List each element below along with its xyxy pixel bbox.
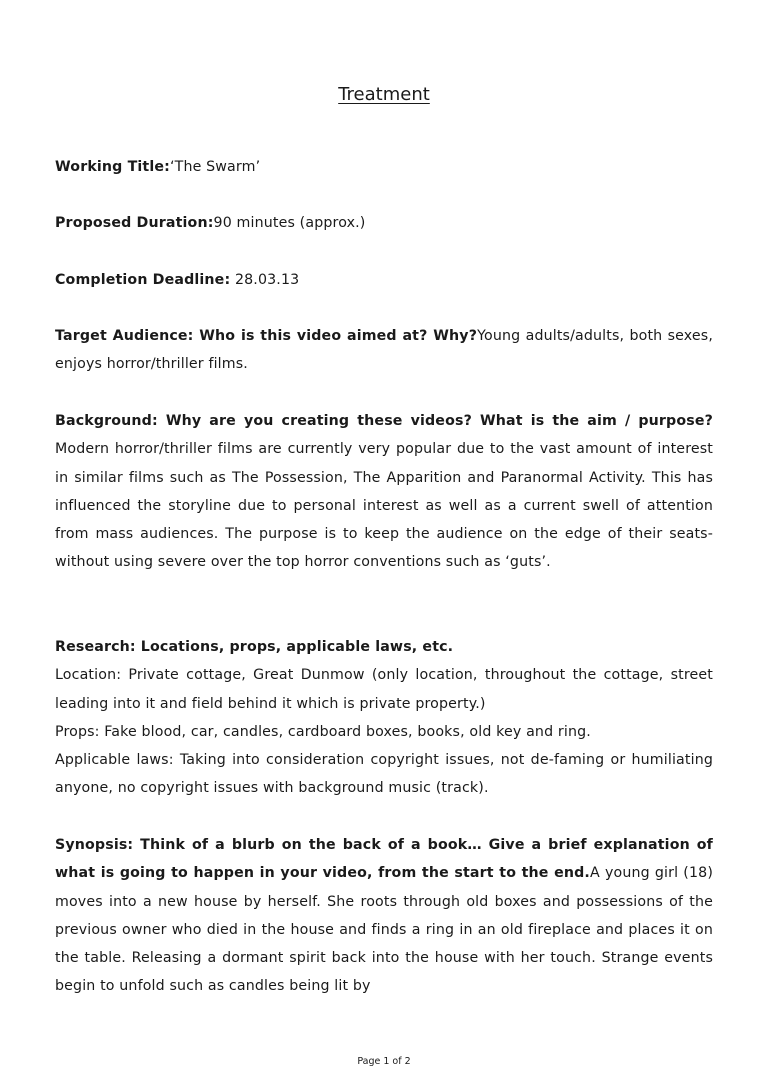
working-title-label: Working Title: xyxy=(55,159,170,175)
research-props: Props: Fake blood, car, candles, cardboard boxes, books, old key and ring. xyxy=(55,723,591,740)
research-section xyxy=(55,633,713,803)
page-footer: Page 1 of 2 xyxy=(357,1056,411,1067)
synopsis-label: Synopsis: Think of a blurb on the back of a book… Give a brief explanation of what is going to happen in your video, from the start to the end. xyxy=(55,837,713,882)
working-title-section xyxy=(55,153,713,181)
research-laws: Applicable laws: Taking into consideration copyright issues, not de-faming or humiliating anyone, no copyright issues with background music (track). xyxy=(55,752,713,797)
background-value: Modern horror/thriller films are currently very popular due to the vast amount of interest in similar films such as The Possession, The Apparition and Paranormal Activity. This has influenced the storyline due to personal interest as well as a current swell of attention from mass audiences. The purpose is to keep the audience on the edge of their seats- without using severe over the top horror conventions such as ‘guts’. xyxy=(55,441,713,571)
page-title: Treatment xyxy=(338,84,430,105)
completion-deadline-label: Completion Deadline: xyxy=(55,272,231,288)
completion-deadline-section xyxy=(55,266,713,294)
working-title-value: ‘The Swarm’ xyxy=(169,159,261,175)
background-label: Background: Why are you creating these videos? What is the aim / purpose? xyxy=(55,413,713,429)
proposed-duration-value: 90 minutes (approx.) xyxy=(213,215,366,231)
background-section xyxy=(55,407,713,577)
synopsis-section xyxy=(55,831,713,1001)
research-location: Location: Private cottage, Great Dunmow (only location, throughout the cottage, street leading into it and field behind it which is private property.) xyxy=(55,667,713,712)
target-audience-label: Target Audience: Who is this video aimed at? Why? xyxy=(55,328,478,344)
proposed-duration-label: Proposed Duration: xyxy=(55,215,214,231)
proposed-duration-section xyxy=(55,209,713,237)
target-audience-section xyxy=(55,322,713,379)
synopsis-value: A young girl (18) moves into a new house by herself. She roots through old boxes and possessions of the previous owner who died in the house and finds a ring in an old fireplace and places it on the table. Releasing a dormant spirit back into the house with her touch. Strange events begin to unfold such as candles being lit by xyxy=(55,865,713,995)
target-audience-value: Young adults/adults, both sexes, enjoys horror/thriller films. xyxy=(55,328,713,373)
completion-deadline-value: 28.03.13 xyxy=(230,272,300,288)
research-label: Research: Locations, props, applicable laws, etc. xyxy=(55,639,454,655)
